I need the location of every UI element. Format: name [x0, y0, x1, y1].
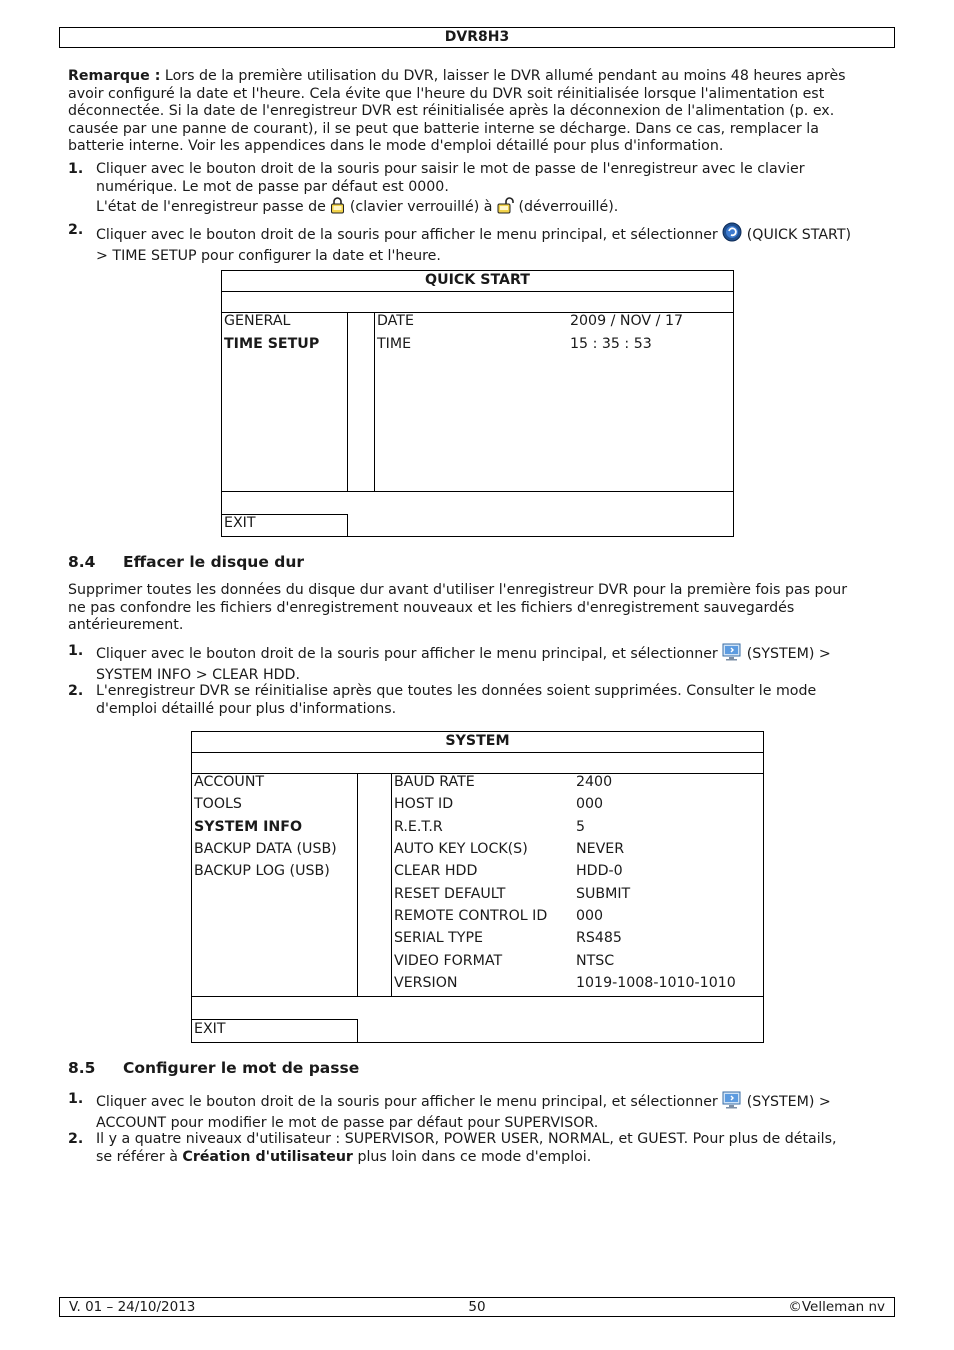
setting-value[interactable]: SUBMIT — [576, 886, 631, 902]
step-line: L'enregistreur DVR se réinitialise après que toutes les données soient supprimées. Consulter le mode — [96, 683, 817, 699]
setting-key: REMOTE CONTROL ID — [394, 908, 548, 924]
cross-reference: Création d'utilisateur — [182, 1148, 353, 1165]
remark-paragraph — [68, 68, 878, 156]
keypad-unlocked-icon — [497, 197, 514, 220]
setting-value[interactable]: 15 : 35 : 53 — [570, 336, 652, 352]
document-header — [59, 27, 895, 48]
intro-line: antérieurement. — [68, 617, 184, 633]
exit-button[interactable]: EXIT — [224, 515, 256, 531]
step-line: Cliquer avec le bouton droit de la souris pour afficher le menu principal, et sélectionner (QUICK START) — [96, 222, 886, 248]
quick-start-icon — [722, 222, 742, 248]
setting-key: VERSION — [394, 975, 458, 991]
step-text — [96, 1131, 886, 1166]
divider — [357, 1019, 358, 1043]
divider — [357, 773, 358, 997]
remark-label: Remarque : — [68, 68, 161, 84]
setting-key: RESET DEFAULT — [394, 886, 506, 902]
section-title: Effacer le disque dur — [123, 553, 305, 571]
divider — [391, 773, 392, 997]
step-line: numérique. Le mot de passe par défaut est 0000. — [96, 178, 449, 195]
step-number: 1. — [68, 1091, 84, 1107]
step-line: Cliquer avec le bouton droit de la souris pour afficher le menu principal, et sélectionner (SYSTEM) > — [96, 643, 886, 667]
divider — [347, 312, 348, 492]
step-number: 2. — [68, 1131, 84, 1147]
divider — [347, 514, 348, 537]
step-text — [96, 643, 886, 684]
step-line: se référer à Création d'utilisateur plus loin dans ce mode d'emploi. — [96, 1148, 592, 1165]
intro-line: Supprimer toutes les données du disque dur avant d'utiliser l'enregistreur DVR pour la première fois pas pour — [68, 582, 848, 598]
exit-button[interactable]: EXIT — [194, 1021, 226, 1037]
quick-start-panel — [221, 270, 734, 537]
menu-item-general[interactable]: GENERAL — [224, 313, 291, 329]
step-line: ACCOUNT pour modifier le mot de passe par défaut pour SUPERVISOR. — [96, 1114, 599, 1131]
step-line: > TIME SETUP pour configurer la date et l'heure. — [96, 247, 441, 264]
menu-item-backup-log[interactable]: BACKUP LOG (USB) — [194, 863, 330, 879]
setting-value[interactable]: 5 — [576, 819, 586, 835]
setting-value[interactable]: RS485 — [576, 930, 622, 946]
footer-copyright: ©Velleman nv — [788, 1299, 885, 1315]
menu-item-system-info[interactable]: SYSTEM INFO — [194, 819, 303, 835]
step-text — [96, 161, 886, 220]
document-footer — [59, 1297, 895, 1317]
setting-key: R.E.T.R — [394, 819, 443, 835]
intro-line: ne pas confondre les fichiers d'enregistrement nouveaux et les fichiers d'enregistrement sauvegardés — [68, 599, 795, 616]
remark-line: Lors de la première utilisation du DVR, laisser le DVR allumé pendant au moins 48 heures après — [160, 68, 846, 84]
section-number: 8.5 — [68, 1059, 96, 1077]
remark-line: causée par une panne de courant), il se peut que batterie interne se décharge. Dans ce cas, remplacer la — [68, 120, 819, 137]
system-icon — [722, 1091, 742, 1115]
setting-key: BAUD RATE — [394, 774, 475, 790]
system-panel — [191, 731, 764, 1043]
step-line: d'emploi détaillé pour plus d'informations. — [96, 700, 397, 717]
setting-value[interactable]: 000 — [576, 796, 604, 812]
setting-value[interactable]: NTSC — [576, 953, 615, 969]
setting-value: 1019-1008-1010-1010 — [576, 975, 736, 991]
step-text — [96, 683, 886, 718]
section-title: Configurer le mot de passe — [123, 1059, 360, 1077]
section-heading — [68, 1059, 359, 1077]
system-icon — [722, 643, 742, 667]
remark-line: déconnectée. Si la date de l'enregistreur DVR est réinitialisée après la déconnexion de l'alimentation (p. ex. — [68, 103, 835, 119]
setting-key: AUTO KEY LOCK(S) — [394, 841, 528, 857]
step-number: 1. — [68, 161, 84, 177]
step-line: Il y a quatre niveaux d'utilisateur : SUPERVISOR, POWER USER, NORMAL, et GUEST. Pour plus de détails, — [96, 1131, 837, 1147]
setting-value[interactable]: HDD-0 — [576, 863, 623, 879]
step-line: Cliquer avec le bouton droit de la souris pour saisir le mot de passe de l'enregistreur avec le clavier — [96, 161, 805, 177]
menu-item-time-setup[interactable]: TIME SETUP — [224, 336, 320, 352]
remark-line: batterie interne. Voir les appendices dans le mode d'emploi détaillé pour plus d'information. — [68, 138, 724, 154]
step-number: 2. — [68, 683, 84, 699]
setting-value[interactable]: 000 — [576, 908, 604, 924]
footer-version: V. 01 – 24/10/2013 — [69, 1299, 196, 1315]
setting-key: CLEAR HDD — [394, 863, 478, 879]
model-name: DVR8H3 — [444, 29, 510, 45]
divider — [192, 752, 763, 753]
step-number: 2. — [68, 222, 84, 238]
step-line: L'état de l'enregistreur passe de (clavier verrouillé) à (déverrouillé). — [96, 197, 886, 220]
panel-title: QUICK START — [425, 272, 530, 288]
section-intro — [68, 582, 878, 635]
panel-title: SYSTEM — [445, 733, 510, 749]
setting-value[interactable]: 2400 — [576, 774, 613, 790]
section-number: 8.4 — [68, 553, 96, 571]
section-heading — [68, 553, 304, 571]
divider — [192, 996, 763, 997]
step-line: Cliquer avec le bouton droit de la souris pour afficher le menu principal, et sélectionner (SYSTEM) > — [96, 1091, 886, 1115]
divider — [222, 491, 733, 492]
menu-item-tools[interactable]: TOOLS — [194, 796, 242, 812]
remark-line: avoir configuré la date et l'heure. Cela évite que l'heure du DVR soit réinitialisée lorsque l'alimentation est — [68, 85, 825, 102]
menu-item-account[interactable]: ACCOUNT — [194, 774, 265, 790]
setting-key: SERIAL TYPE — [394, 930, 483, 946]
setting-key: VIDEO FORMAT — [394, 953, 503, 969]
divider — [374, 312, 375, 492]
menu-item-backup-data[interactable]: BACKUP DATA (USB) — [194, 841, 337, 857]
step-text — [96, 222, 886, 265]
step-text — [96, 1091, 886, 1132]
footer-page-number: 50 — [468, 1299, 486, 1315]
step-line: SYSTEM INFO > CLEAR HDD. — [96, 666, 300, 683]
setting-key: HOST ID — [394, 796, 454, 812]
divider — [192, 1019, 358, 1020]
divider — [222, 291, 733, 292]
setting-value[interactable]: 2009 / NOV / 17 — [570, 313, 683, 329]
keypad-locked-icon — [330, 197, 345, 220]
setting-key: TIME — [377, 336, 412, 352]
step-number: 1. — [68, 643, 84, 659]
setting-value[interactable]: NEVER — [576, 841, 625, 857]
divider — [192, 773, 763, 774]
setting-key: DATE — [377, 313, 414, 329]
